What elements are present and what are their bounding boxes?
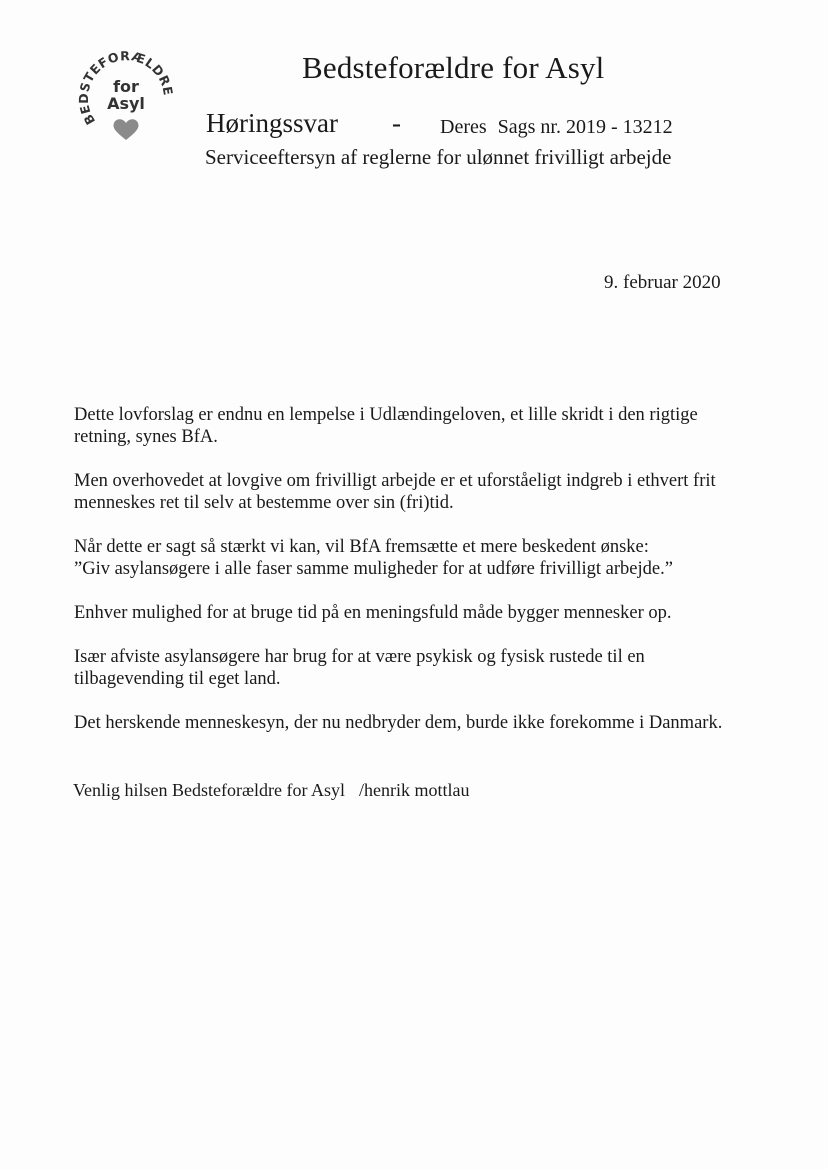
paragraph — [74, 646, 774, 690]
paragraph-line: menneskes ret til selv at bestemme over sin (fri)tid. — [74, 493, 454, 513]
paragraph-line: retning, synes BfA. — [74, 427, 218, 447]
logo-center-for: for — [113, 77, 139, 96]
signature-closing: Venlig hilsen Bedsteforældre for Asyl — [73, 780, 345, 800]
paragraph — [74, 712, 774, 734]
paragraph — [74, 602, 774, 624]
letter-date: 9. februar 2020 — [604, 272, 721, 293]
logo-ring-text: BEDSTEFORÆLDRE — [76, 48, 176, 128]
paragraph-line: Det herskende menneskesyn, der nu nedbryder dem, burde ikke forekomme i Danmark. — [74, 713, 723, 733]
letter-body — [74, 404, 774, 756]
case-reference — [440, 116, 673, 139]
paragraph-line: tilbagevending til eget land. — [74, 669, 281, 689]
logo-center-asyl: Asyl — [107, 94, 145, 113]
paragraph-line: Især afviste asylansøgere har brug for at være psykisk og fysisk rustede til en — [74, 647, 645, 667]
paragraph-line: Enhver mulighed for at bruge tid på en meningsfuld måde bygger mennesker op. — [74, 603, 672, 623]
paragraph-line: Men overhovedet at lovgive om frivilligt arbejde er et uforståeligt indgreb i ethvert frit — [74, 471, 716, 491]
paragraph-line: ”Giv asylansøgere i alle faser samme muligheder for at udføre frivilligt arbejde.” — [74, 559, 673, 579]
title-separator: - — [392, 108, 401, 138]
grandparents-for-asylum-seal-icon — [76, 46, 176, 146]
subject-line: Serviceeftersyn af reglerne for ulønnet frivilligt arbejde — [205, 145, 672, 169]
case-label: Deres — [440, 116, 487, 138]
document-type: Høringssvar — [206, 108, 338, 138]
signature-name: /henrik mottlau — [358, 780, 470, 800]
heart-icon — [114, 119, 139, 140]
paragraph — [74, 536, 774, 580]
paragraph — [74, 470, 774, 514]
paragraph — [74, 404, 774, 448]
paragraph-line: Når dette er sagt så stærkt vi kan, vil BfA fremsætte et mere beskedent ønske: — [74, 537, 649, 557]
paragraph-line: Dette lovforslag er endnu en lempelse i Udlændingeloven, et lille skridt i den rigtige — [74, 405, 698, 425]
organization-title: Bedsteforældre for Asyl — [302, 50, 605, 85]
case-number: Sags nr. 2019 - 13212 — [497, 116, 673, 138]
signature — [73, 780, 469, 801]
